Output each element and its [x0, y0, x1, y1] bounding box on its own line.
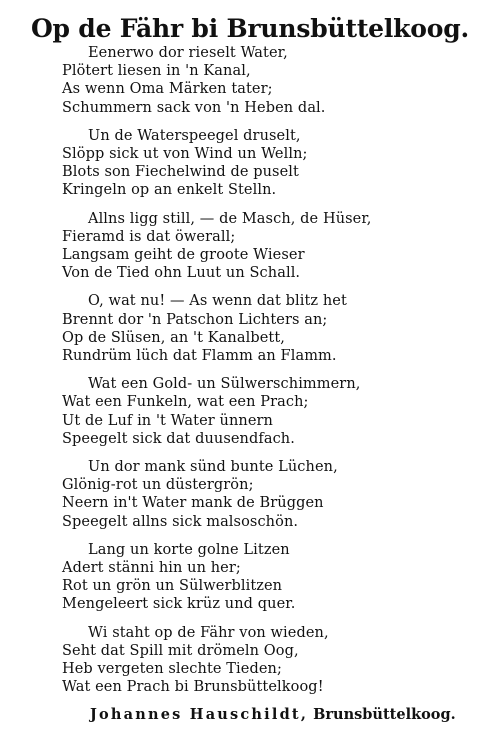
poem-line: Op de Slüsen, an 't Kanalbett, [62, 329, 285, 346]
poem-line: Wat een Gold- un Sülwerschimmern, [88, 376, 361, 393]
poem-line: Von de Tied ohn Luut un Schall. [62, 265, 301, 282]
poem-line: Speegelt allns sick malsoschön. [62, 513, 299, 530]
poem-line: Un de Waterspeegel druselt, [88, 127, 301, 144]
poem-title: Op de Fähr bi Brunsbüttelkoog. [30, 14, 470, 43]
poem-line: Neern in't Water mank de Brüggen [62, 495, 324, 512]
stanza-5 [62, 375, 492, 448]
poem-line: Langsam geiht de groote Wieser [62, 247, 305, 264]
poem-line: Speegelt sick dat duusendfach. [62, 430, 295, 447]
stanza-1 [62, 44, 492, 117]
poem-line: Lang un korte golne Litzen [88, 541, 290, 558]
poem-line: Rundrüm lüch dat Flamm an Flamm. [62, 348, 337, 365]
poem-line: Slöpp sick ut von Wind un Welln; [62, 146, 308, 163]
poem-line: Schummern sack von 'n Heben dal. [62, 99, 326, 116]
poem-body [62, 44, 492, 707]
poem-line: O, wat nu! — As wenn dat blitz het [88, 293, 347, 310]
poem-line: Un dor mank sünd bunte Lüchen, [88, 459, 338, 476]
poem-line: Glönig-rot un düstergrön; [62, 477, 254, 494]
poem-line: Ut de Luf in 't Water ünnern [62, 412, 273, 429]
stanza-6 [62, 458, 492, 531]
poem-line: Eenerwo dor rieselt Water, [88, 45, 288, 61]
poem-line: Rot un grön un Sülwerblitzen [62, 578, 283, 595]
poem-line: Seht dat Spill mit drömeln Oog, [62, 642, 299, 659]
poem-line: Blots son Fiechelwind de puselt [62, 164, 299, 181]
poem-line: Wat een Prach bi Brunsbüttelkoog! [62, 679, 324, 696]
stanza-7 [62, 541, 492, 614]
poem-line: Adert stänni hin un her; [62, 560, 241, 577]
poem-line: Plötert liesen in 'n Kanal, [62, 63, 251, 80]
poem-line: Heb vergeten slechte Tieden; [62, 661, 282, 678]
poem-line: As wenn Oma Märken tater; [62, 81, 273, 98]
poem-line: Wi staht op de Fähr von wieden, [88, 624, 329, 641]
stanza-3 [62, 210, 492, 283]
author-place: Brunsbüttelkoog. [313, 706, 456, 723]
poem-line: Wat een Funkeln, wat een Prach; [62, 394, 309, 411]
author-name: Johannes Hauschildt, [90, 706, 309, 723]
stanza-4 [62, 292, 492, 365]
poem-line: Mengeleert sick krüz und quer. [62, 596, 296, 613]
author-signature [90, 706, 490, 723]
stanza-2 [62, 127, 492, 200]
poem-line: Brennt dor 'n Patschon Lichters an; [62, 311, 328, 328]
poem-line: Kringeln op an enkelt Stelln. [62, 182, 277, 199]
stanza-8 [62, 624, 492, 697]
poem-line: Allns ligg still, — de Masch, de Hüser, [88, 210, 372, 227]
poem-line: Fieramd is dat öwerall; [62, 228, 236, 245]
